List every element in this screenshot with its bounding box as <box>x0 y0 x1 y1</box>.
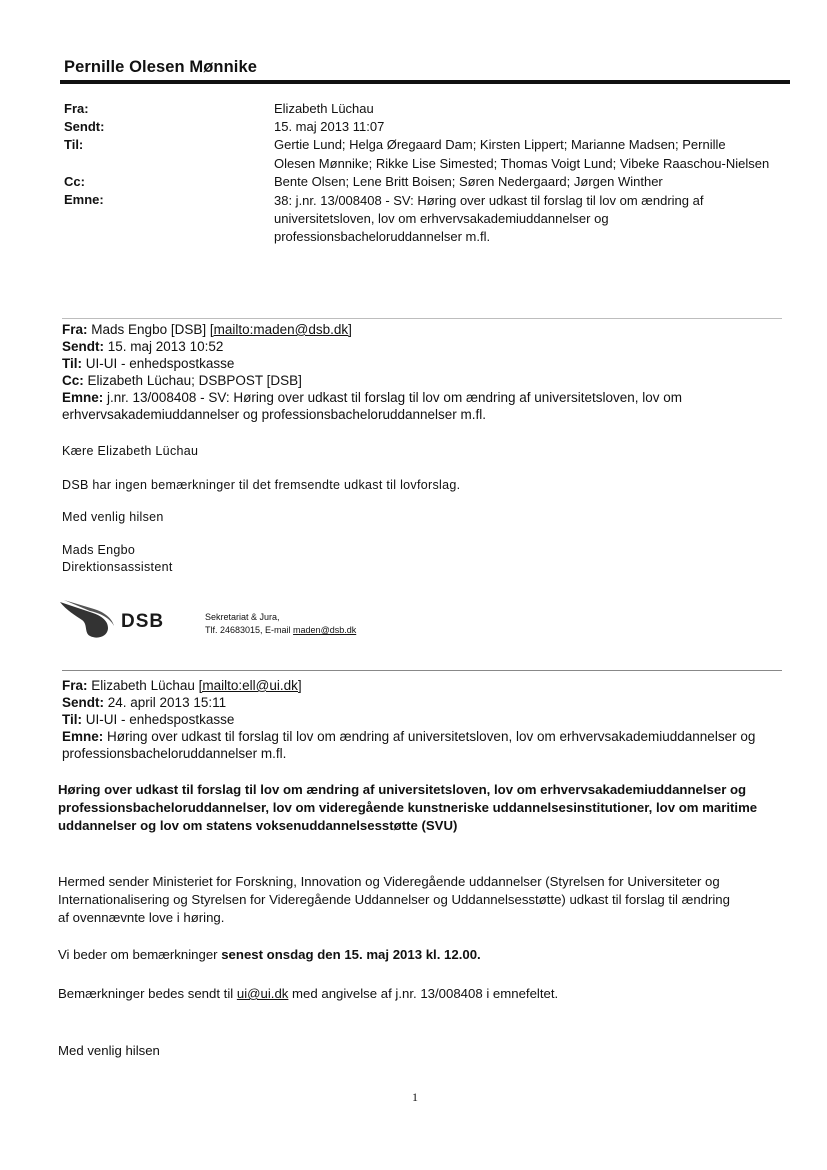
header-subject-line: professionsbacheloruddannelser m.fl. <box>274 229 491 244</box>
message2-from <box>62 678 302 695</box>
message1-signature-name: Mads Engbo <box>62 543 136 557</box>
header-to-line: Olesen Mønnike; Rikke Lise Simested; Thomas Voigt Lund; Vibeke Raaschou-Nielsen <box>274 156 770 171</box>
message1-to <box>62 356 234 373</box>
message2-subject-cont: professionsbacheloruddannelser m.fl. <box>62 746 287 761</box>
message1-sent-value: 15. maj 2013 10:52 <box>107 339 224 354</box>
message1-from-label: Fra: <box>62 322 88 337</box>
message-separator <box>62 670 782 671</box>
page-number: 1 <box>412 1090 418 1104</box>
message2-subject-label: Emne: <box>62 729 104 744</box>
message2-sent-value: 24. april 2013 15:11 <box>107 695 227 710</box>
message2-email-link[interactable]: ui@ui.dk <box>236 986 289 1001</box>
message1-to-value: UI-UI - enhedspostkasse <box>85 356 235 371</box>
message1-from <box>62 322 352 339</box>
message2-closing: Med venlig hilsen <box>58 1043 160 1058</box>
message1-sent <box>62 339 223 356</box>
message1-signature-title: Direktionsassistent <box>62 560 173 574</box>
message1-from-value: Mads Engbo [DSB] <box>91 322 207 337</box>
message2-to <box>62 712 234 729</box>
dsb-logo-text: DSB <box>121 611 165 632</box>
document-owner-name: Pernille Olesen Mønnike <box>64 58 258 76</box>
message2-deadline-prefix: Vi beder om bemærkninger <box>58 947 222 962</box>
message2-paragraph-line: af ovennævnte love i høring. <box>58 910 225 925</box>
message2-sent <box>62 695 226 712</box>
message1-cc-value: Elizabeth Lüchau; DSBPOST [DSB] <box>87 373 302 388</box>
message1-sent-label: Sendt: <box>62 339 104 354</box>
message1-body: DSB har ingen bemærkninger til det fremsendte udkast til lovforslag. <box>62 478 461 492</box>
message1-subject <box>62 390 682 407</box>
message1-subject-label: Emne: <box>62 390 104 405</box>
header-subject-line: universitetsloven, lov om erhvervsakademiuddannelser og <box>274 211 609 226</box>
message2-subject <box>62 729 755 746</box>
header-subject-line: 38: j.nr. 13/008408 - SV: Høring over udkast til forslag til lov om ændring af <box>274 193 704 208</box>
message2-deadline <box>58 946 481 964</box>
header-to-label: Til: <box>64 137 84 152</box>
header-sent-label: Sendt: <box>64 119 105 134</box>
message2-send-to <box>58 985 558 1003</box>
message2-heading-line: uddannelser og lov om statens voksenuddannelsesstøtte (SVU) <box>58 818 458 833</box>
header-cc-value: Bente Olsen; Lene Britt Boisen; Søren Nedergaard; Jørgen Winther <box>274 174 663 189</box>
header-cc-label: Cc: <box>64 174 85 189</box>
message1-mailto-link[interactable]: [mailto:maden@dsb.dk] <box>209 322 352 337</box>
message2-sent-label: Sendt: <box>62 695 104 710</box>
message2-heading-line: Høring over udkast til forslag til lov om ændring af universitetsloven, lov om erhvervsakademiuddannelser og <box>58 782 747 797</box>
message-separator <box>62 318 782 319</box>
message1-contact <box>205 624 356 637</box>
title-rule <box>60 80 790 84</box>
header-from-value: Elizabeth Lüchau <box>274 101 374 116</box>
message2-to-value: UI-UI - enhedspostkasse <box>85 712 235 727</box>
message2-from-value: Elizabeth Lüchau <box>91 678 195 693</box>
message1-subject-cont: erhvervsakademiuddannelser og professionsbacheloruddannelser m.fl. <box>62 407 486 422</box>
message2-send-to-suffix: med angivelse af j.nr. 13/008408 i emnefeltet. <box>288 986 559 1001</box>
message2-from-label: Fra: <box>62 678 88 693</box>
header-to-line: Gertie Lund; Helga Øregaard Dam; Kirsten Lippert; Marianne Madsen; Pernille <box>274 137 726 152</box>
message2-mailto-link[interactable]: [mailto:ell@ui.dk] <box>198 678 302 693</box>
message2-send-to-prefix: Bemærkninger bedes sendt til <box>58 986 237 1001</box>
header-subject-label: Emne: <box>64 192 104 207</box>
message2-paragraph-line: Hermed sender Ministeriet for Forskning, Innovation og Videregående uddannelser (Styrelsen for Universiteter og <box>58 874 720 889</box>
message1-cc-label: Cc: <box>62 373 84 388</box>
header-sent-value: 15. maj 2013 11:07 <box>274 119 385 134</box>
message1-department: Sekretariat & Jura, <box>205 612 280 622</box>
message2-subject-value: Høring over udkast til forslag til lov om ændring af universitetsloven, lov om erhvervsakademiuddannelser og <box>107 729 756 744</box>
message2-deadline-date: senest onsdag den 15. maj 2013 kl. 12.00. <box>221 947 481 962</box>
message1-to-label: Til: <box>62 356 82 371</box>
message2-paragraph-line: Internationalisering og Styrelsen for Videregående Uddannelser og Uddannelsesstøtte) udkast til forslag til ændring <box>58 892 730 907</box>
message1-greeting: Kære Elizabeth Lüchau <box>62 444 199 458</box>
header-from-label: Fra: <box>64 101 89 116</box>
message2-to-label: Til: <box>62 712 82 727</box>
dsb-logo-icon <box>60 600 120 640</box>
message2-heading-line: professionsbacheloruddannelser, lov om videregående kunstneriske uddannelsesinstitutioner, lov om maritime <box>58 800 758 815</box>
message1-contact-prefix: Tlf. 24683015, E-mail <box>205 625 294 635</box>
message1-contact-email-link[interactable]: maden@dsb.dk <box>293 625 357 635</box>
message1-cc <box>62 373 302 390</box>
message1-closing: Med venlig hilsen <box>62 510 164 524</box>
message1-subject-value: j.nr. 13/008408 - SV: Høring over udkast til forslag til lov om ændring af universitetsloven, lov om <box>107 390 683 405</box>
